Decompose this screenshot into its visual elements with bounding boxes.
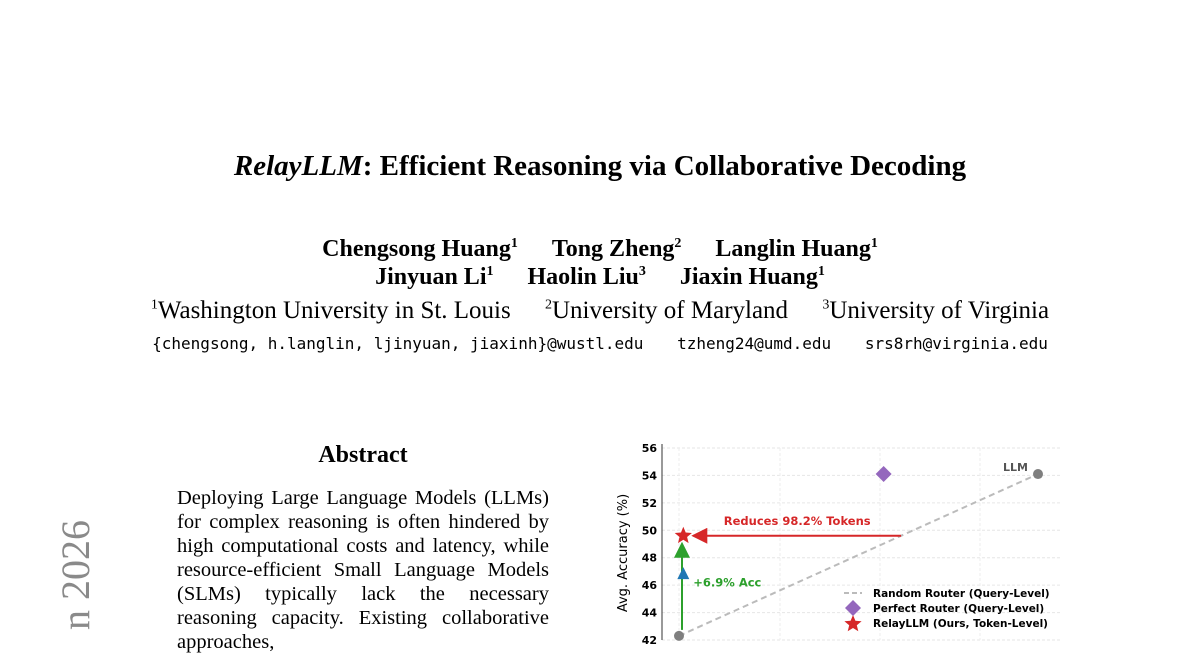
author: Tong Zheng$^2$ <box>551 236 682 262</box>
llm-label: LLM <box>1003 461 1028 475</box>
title-method-name: RelayLLM <box>233 150 363 182</box>
llm-point <box>1033 469 1043 479</box>
accuracy-gain-label: +6.9% Acc <box>693 575 762 590</box>
paper-title <box>0 150 1200 183</box>
chart-svg <box>600 430 1080 647</box>
legend-marker <box>845 600 861 616</box>
affiliation: $^1$Washington University in St. Louis <box>150 297 511 324</box>
legend-label: RelayLLM (Ours, Token-Level) <box>873 618 1048 630</box>
email[interactable]: {chengsong, h.langlin, ljinyuan, jiaxinh}@wustl.edu <box>152 334 644 353</box>
y-tick-label: 50 <box>641 524 657 538</box>
y-tick-label: 42 <box>641 634 657 647</box>
token-reduction-label: Reduces 98.2% Tokens <box>723 513 871 528</box>
title-rest: : Efficient Reasoning via Collaborative Decoding <box>362 150 967 182</box>
author: Chengsong Huang$^1$ <box>322 236 518 262</box>
accuracy-vs-tokens-chart <box>600 430 1080 647</box>
legend-marker <box>844 615 861 631</box>
abstract-heading: Abstract <box>318 442 408 468</box>
author: Jiaxin Huang$^1$ <box>679 264 825 290</box>
y-tick-label: 56 <box>641 442 657 455</box>
email[interactable]: tzheng24@umd.edu <box>677 334 832 353</box>
legend-label: Random Router (Query-Level) <box>873 588 1050 600</box>
y-tick-label: 48 <box>641 551 657 565</box>
authors-line-1 <box>0 236 1200 263</box>
legend-label: Perfect Router (Query-Level) <box>873 603 1045 615</box>
y-axis-label: Avg. Accuracy (%) <box>616 493 631 613</box>
y-tick-label: 52 <box>641 496 657 510</box>
y-tick-label: 46 <box>641 579 657 593</box>
slm-point <box>674 631 684 641</box>
author: Langlin Huang$^1$ <box>715 236 878 262</box>
y-tick-label: 44 <box>641 606 657 620</box>
arxiv-stamp: n 2026 <box>53 520 98 630</box>
affiliation: $^3$University of Virginia <box>822 297 1050 324</box>
author: Haolin Liu$^3$ <box>527 264 646 290</box>
authors-line-2 <box>0 264 1200 291</box>
relayllm-point <box>675 527 692 543</box>
affiliation: $^2$University of Maryland <box>545 297 789 324</box>
author: Jinyuan Li$^1$ <box>375 264 494 290</box>
email[interactable]: srs8rh@virginia.edu <box>864 334 1048 353</box>
y-tick-label: 54 <box>641 469 657 483</box>
author-emails <box>0 334 1200 353</box>
perfect-router-point <box>876 466 892 482</box>
affiliations <box>0 297 1200 325</box>
abstract-text: Deploying Large Language Models (LLMs) for complex reasoning is often hindered by high computational costs and latency, while resource-efficient Small Language Models (SLMs) typically lack the necessary reasoning capacity. Existing collaborative approaches, <box>177 487 549 653</box>
